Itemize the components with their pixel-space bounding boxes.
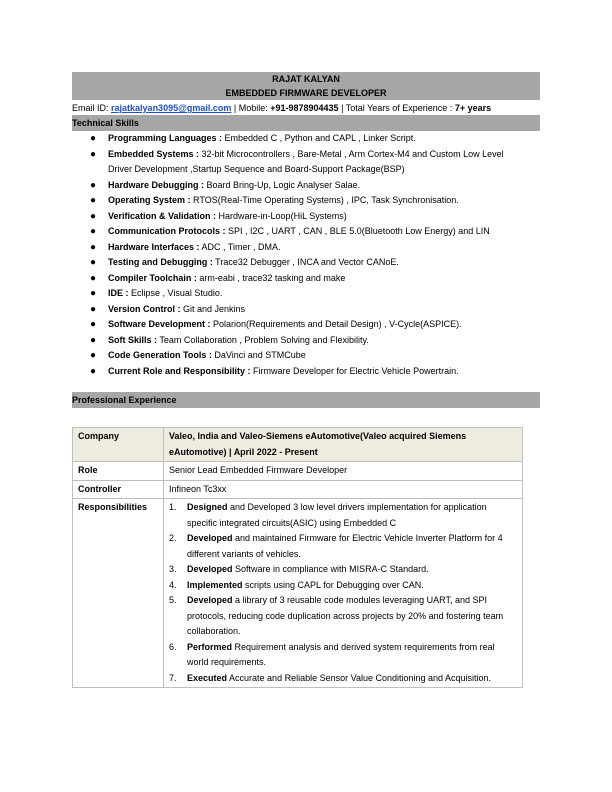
skill-item	[90, 364, 530, 380]
responsibility-item	[169, 671, 517, 687]
responsibility-text: and maintained Firmware for Electric Vehicle Inverter Platform for 4 different variants of vehicles.	[187, 533, 503, 559]
skill-label: Communication Protocols :	[108, 226, 226, 236]
skill-label: Code Generation Tools :	[108, 350, 212, 360]
skill-label: Hardware Interfaces :	[108, 241, 200, 252]
skill-item	[90, 333, 530, 349]
responsibility-number: 6.	[169, 641, 177, 652]
skill-label: Soft Skills :	[108, 334, 158, 345]
responsibility-text: and Developed 3 low level drivers implementation for application specific integrated circuits(ASIC) using Embedded C	[187, 502, 487, 528]
skill-text: Hardware-in-Loop(HiL Systems)	[216, 210, 347, 221]
responsibilities-list	[169, 500, 517, 686]
company-row	[73, 428, 523, 462]
professional-experience-title: Professional Experience	[72, 395, 177, 405]
bullet-icon: ●	[90, 226, 97, 237]
skills-list	[90, 131, 530, 379]
skill-label: IDE :	[108, 288, 129, 298]
skill-text: Board Bring-Up, Logic Analyser Salae.	[204, 179, 361, 190]
skill-text: Trace32 Debugger , INCA and Vector CANoE.	[212, 257, 399, 267]
responsibility-label: Performed	[187, 641, 233, 652]
company-label: Company	[73, 428, 164, 462]
responsibility-label: Developed	[187, 595, 233, 605]
bullet-icon: ●	[90, 272, 97, 284]
skill-text: Embedded C , Python and CAPL , Linker Script.	[222, 133, 416, 143]
controller-label: Controller	[73, 480, 164, 499]
skill-item	[90, 271, 530, 287]
responsibility-text: Requirement analysis and derived system requirements from real world requirements.	[187, 641, 495, 667]
bullet-icon: ●	[90, 210, 97, 222]
skill-label: Version Control :	[108, 303, 181, 314]
bullet-icon: ●	[90, 319, 97, 330]
bullet-icon: ●	[90, 179, 97, 191]
responsibility-item	[169, 531, 517, 562]
skill-label: Testing and Debugging :	[108, 257, 213, 267]
bullet-icon: ●	[90, 303, 97, 315]
header-band	[72, 72, 540, 100]
skill-text: arm-eabi , trace32 tasking and make	[196, 272, 346, 283]
responsibility-number: 3.	[169, 564, 177, 574]
controller-value: Infineon Tc3xx	[164, 480, 523, 499]
bullet-icon: ●	[90, 148, 97, 160]
role-value: Senior Lead Embedded Firmware Developer	[164, 462, 523, 481]
responsibility-number: 7.	[169, 672, 177, 683]
responsibility-text: Accurate and Reliable Sensor Value Conditioning and Acquisition.	[227, 672, 492, 683]
role-row	[73, 462, 523, 481]
skill-item	[90, 178, 530, 194]
skill-text: SPI , I2C , UART , CAN , BLE 5.0(Bluetooth Low Energy) and LIN	[225, 226, 490, 236]
skill-item	[90, 224, 530, 240]
responsibility-text: a library of 3 reusable code modules leveraging UART, and SPI protocols, reducing code duplication across projects by 20% and fostering team collaboration.	[187, 595, 504, 636]
responsibility-number: 5.	[169, 595, 177, 605]
skill-item	[90, 193, 530, 209]
bullet-icon: ●	[90, 365, 97, 377]
responsibility-label: Developed	[187, 533, 233, 543]
mobile-separator: | Mobile:	[231, 103, 271, 113]
contact-line	[72, 101, 542, 115]
skill-text: Firmware Developer for Electric Vehicle Powertrain.	[250, 365, 459, 376]
skill-text: Polarion(Requirements and Detail Design) , V-Cycle(ASPICE).	[210, 319, 462, 329]
skill-label: Embedded Systems :	[108, 148, 200, 159]
responsibility-text: Software in compliance with MISRA-C Standard.	[232, 564, 429, 574]
responsibility-text: scripts using CAPL for Debugging over CAN.	[242, 579, 424, 590]
responsibility-item	[169, 562, 517, 578]
responsibility-item	[169, 593, 517, 640]
responsibility-label: Designed	[187, 502, 228, 512]
skill-label: Hardware Debugging :	[108, 179, 205, 190]
responsibilities-cell	[164, 499, 523, 688]
skill-item	[90, 286, 530, 302]
responsibility-item	[169, 500, 517, 531]
skill-label: Current Role and Responsibility :	[108, 365, 251, 376]
skill-text: DaVinci and STMCube	[211, 350, 306, 360]
bullet-icon: ●	[90, 334, 97, 346]
skill-item	[90, 131, 530, 147]
responsibility-number: 1.	[169, 502, 177, 512]
technical-skills-heading	[72, 115, 540, 131]
bullet-icon: ●	[90, 133, 97, 144]
candidate-title: EMBEDDED FIRMWARE DEVELOPER	[225, 88, 387, 98]
skill-text: RTOS(Real-Time Operating Systems) , IPC, Task Synchronisation.	[190, 195, 459, 205]
technical-skills-title: Technical Skills	[72, 118, 139, 128]
experience-table	[72, 427, 523, 688]
bullet-icon: ●	[90, 350, 97, 361]
skill-item	[90, 255, 530, 271]
responsibility-label: Executed	[187, 672, 228, 683]
skill-label: Software Development :	[108, 319, 211, 329]
professional-experience-heading	[72, 392, 540, 408]
email-label: Email ID:	[72, 103, 109, 113]
responsibility-label: Developed	[187, 564, 233, 574]
skill-label: Programming Languages :	[108, 133, 223, 143]
email-link[interactable]: rajatkalyan3095@gmail.com	[111, 103, 232, 113]
skill-text: Team Collaboration , Problem Solving and Flexibility.	[157, 334, 369, 345]
company-value: Valeo, India and Valeo-Siemens eAutomotive(Valeo acquired Siemens eAutomotive) | April 2022 - Present	[164, 428, 523, 462]
responsibility-number: 4.	[169, 579, 177, 590]
skill-item	[90, 240, 530, 256]
bullet-icon: ●	[90, 257, 97, 268]
bullet-icon: ●	[90, 241, 97, 253]
skill-label: Compiler Toolchain :	[108, 272, 197, 283]
skill-item	[90, 348, 530, 364]
skill-item	[90, 317, 530, 333]
controller-row	[73, 480, 523, 499]
mobile-number: +91-9878904435	[270, 103, 339, 113]
responsibility-number: 2.	[169, 533, 177, 543]
role-label: Role	[73, 462, 164, 481]
skill-item	[90, 209, 530, 225]
skill-item	[90, 147, 530, 178]
skill-text: ADC , Timer , DMA.	[199, 241, 281, 252]
responsibilities-row	[73, 499, 523, 688]
skill-text: Eclipse , Visual Studio.	[128, 288, 223, 298]
responsibilities-label: Responsibilities	[73, 499, 164, 688]
responsibility-item	[169, 640, 517, 671]
skill-label: Operating System :	[108, 195, 191, 205]
experience-separator: | Total Years of Experience :	[338, 103, 455, 113]
experience-years: 7+ years	[454, 103, 492, 113]
skill-label: Verification & Validation :	[108, 210, 217, 221]
responsibility-label: Implemented	[187, 579, 243, 590]
bullet-icon: ●	[90, 195, 97, 206]
skill-item	[90, 302, 530, 318]
skill-text: 32-bit Microcontrollers , Bare-Metal , Arm Cortex-M4 and Custom Low Level Driver Development ,Startup Sequence and Board-Support Package(BSP)	[108, 148, 504, 174]
skill-text: Git and Jenkins	[180, 303, 246, 314]
bullet-icon: ●	[90, 288, 97, 299]
responsibility-item	[169, 578, 517, 594]
candidate-name: RAJAT KALYAN	[272, 74, 340, 84]
